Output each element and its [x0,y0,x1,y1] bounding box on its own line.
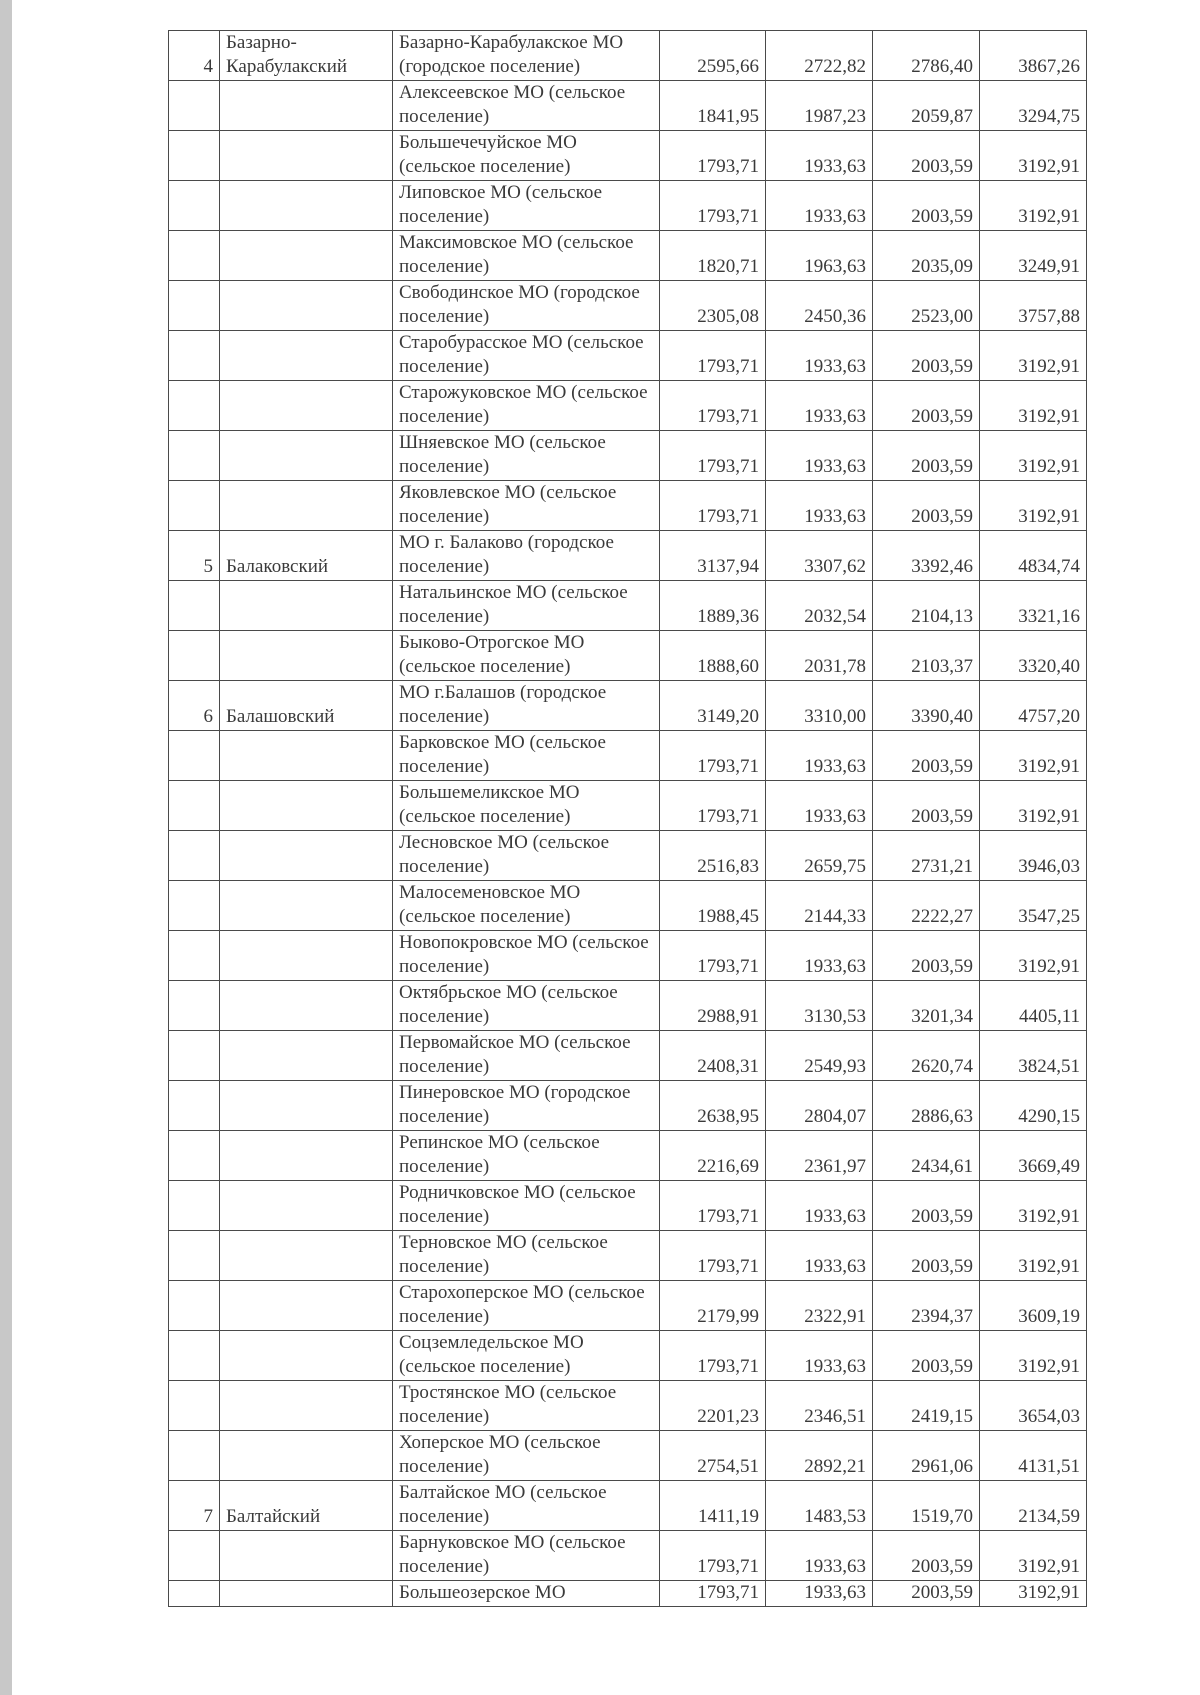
value-cell-4: 3294,75 [980,81,1087,131]
value-cell-4: 3669,49 [980,1131,1087,1181]
row-number-cell [169,781,220,831]
value-cell-1: 1793,71 [660,431,766,481]
settlement-cell: Первомайское МО (сельское поселение) [393,1031,660,1081]
value-cell-2: 1933,63 [766,781,873,831]
value-cell-3: 2961,06 [873,1431,980,1481]
value-cell-1: 2638,95 [660,1081,766,1131]
value-cell-4: 4290,15 [980,1081,1087,1131]
value-cell-4: 3192,91 [980,931,1087,981]
value-cell-2: 3310,00 [766,681,873,731]
value-cell-3: 2003,59 [873,1231,980,1281]
row-number-cell [169,631,220,681]
value-cell-2: 1933,63 [766,431,873,481]
row-number-cell [169,581,220,631]
settlement-cell: Соцземледельское МО (сельское поселение) [393,1331,660,1381]
row-number-cell [169,1181,220,1231]
value-cell-4: 4834,74 [980,531,1087,581]
district-cell [220,1031,393,1081]
district-cell [220,981,393,1031]
value-cell-2: 2322,91 [766,1281,873,1331]
settlement-cell: Липовское МО (сельское поселение) [393,181,660,231]
value-cell-4: 4131,51 [980,1431,1087,1481]
settlement-cell: Быково-Отрогское МО (сельское поселение) [393,631,660,681]
district-cell [220,331,393,381]
settlement-cell: МО г.Балашов (городское поселение) [393,681,660,731]
district-cell [220,931,393,981]
row-number-cell [169,181,220,231]
settlement-cell: Тростянское МО (сельское поселение) [393,1381,660,1431]
table-row [169,581,1087,631]
value-cell-1: 1793,71 [660,1581,766,1607]
row-number-cell [169,381,220,431]
value-cell-2: 2549,93 [766,1031,873,1081]
value-cell-1: 2179,99 [660,1281,766,1331]
settlement-cell: Родничковское МО (сельское поселение) [393,1181,660,1231]
value-cell-1: 1820,71 [660,231,766,281]
value-cell-2: 2804,07 [766,1081,873,1131]
table-row [169,1281,1087,1331]
value-cell-3: 2103,37 [873,631,980,681]
district-cell [220,1231,393,1281]
table-row [169,1581,1087,1607]
row-number-cell [169,331,220,381]
value-cell-3: 3390,40 [873,681,980,731]
value-cell-3: 2003,59 [873,481,980,531]
district-cell [220,231,393,281]
table-body [169,31,1087,1607]
settlement-cell: Большеозерское МО [393,1581,660,1607]
settlement-cell: МО г. Балаково (городское поселение) [393,531,660,581]
table-row [169,1131,1087,1181]
value-cell-2: 2361,97 [766,1131,873,1181]
table-row [169,731,1087,781]
row-number-cell [169,481,220,531]
table-row [169,381,1087,431]
row-number-cell [169,1381,220,1431]
value-cell-4: 3192,91 [980,131,1087,181]
value-cell-1: 1793,71 [660,181,766,231]
value-cell-2: 1933,63 [766,331,873,381]
settlement-cell: Яковлевское МО (сельское поселение) [393,481,660,531]
district-cell [220,781,393,831]
page-edge [0,0,12,1695]
value-cell-1: 2305,08 [660,281,766,331]
table-row [169,931,1087,981]
tariff-table [168,30,1087,1607]
row-number-cell [169,1131,220,1181]
value-cell-4: 3547,25 [980,881,1087,931]
row-number-cell [169,981,220,1031]
value-cell-3: 2003,59 [873,331,980,381]
value-cell-4: 3192,91 [980,331,1087,381]
value-cell-4: 4405,11 [980,981,1087,1031]
value-cell-3: 2434,61 [873,1131,980,1181]
settlement-cell: Максимовское МО (сельское поселение) [393,231,660,281]
district-cell [220,1531,393,1581]
settlement-cell: Натальинское МО (сельское поселение) [393,581,660,631]
settlement-cell: Базарно-Карабулакское МО (городское поселение) [393,31,660,81]
value-cell-3: 2886,63 [873,1081,980,1131]
value-cell-4: 3192,91 [980,1181,1087,1231]
table-row [169,231,1087,281]
value-cell-4: 3867,26 [980,31,1087,81]
district-cell [220,481,393,531]
district-cell [220,1581,393,1607]
value-cell-3: 2003,59 [873,1531,980,1581]
value-cell-1: 1793,71 [660,731,766,781]
row-number-cell [169,731,220,781]
value-cell-2: 2031,78 [766,631,873,681]
table-row [169,1231,1087,1281]
value-cell-1: 1793,71 [660,1231,766,1281]
row-number-cell [169,81,220,131]
value-cell-2: 1933,63 [766,481,873,531]
district-cell [220,831,393,881]
table-row [169,1181,1087,1231]
district-cell [220,631,393,681]
row-number-cell [169,1531,220,1581]
row-number-cell [169,231,220,281]
table-row [169,281,1087,331]
value-cell-4: 3192,91 [980,1231,1087,1281]
value-cell-1: 1988,45 [660,881,766,931]
row-number-cell: 7 [169,1481,220,1531]
row-number-cell: 6 [169,681,220,731]
value-cell-1: 3149,20 [660,681,766,731]
value-cell-1: 2754,51 [660,1431,766,1481]
row-number-cell [169,1231,220,1281]
value-cell-4: 3192,91 [980,1331,1087,1381]
value-cell-1: 2408,31 [660,1031,766,1081]
value-cell-1: 1411,19 [660,1481,766,1531]
district-cell [220,1181,393,1231]
table-row [169,81,1087,131]
value-cell-1: 1793,71 [660,1531,766,1581]
value-cell-4: 3320,40 [980,631,1087,681]
value-cell-2: 1933,63 [766,381,873,431]
settlement-cell: Лесновское МО (сельское поселение) [393,831,660,881]
value-cell-2: 2892,21 [766,1431,873,1481]
value-cell-3: 2003,59 [873,731,980,781]
value-cell-4: 3192,91 [980,1531,1087,1581]
row-number-cell: 5 [169,531,220,581]
settlement-cell: Свободинское МО (городское поселение) [393,281,660,331]
table-row [169,431,1087,481]
value-cell-2: 1483,53 [766,1481,873,1531]
settlement-cell: Большемеликское МО (сельское поселение) [393,781,660,831]
table-row [169,1431,1087,1481]
district-cell: Балашовский [220,681,393,731]
district-cell [220,1331,393,1381]
value-cell-2: 1933,63 [766,1581,873,1607]
value-cell-1: 1793,71 [660,1331,766,1381]
table-row [169,31,1087,81]
value-cell-4: 4757,20 [980,681,1087,731]
value-cell-2: 1933,63 [766,1231,873,1281]
row-number-cell [169,1581,220,1607]
value-cell-4: 3192,91 [980,381,1087,431]
value-cell-1: 1889,36 [660,581,766,631]
value-cell-2: 1963,63 [766,231,873,281]
district-cell [220,731,393,781]
district-cell [220,1381,393,1431]
value-cell-1: 2516,83 [660,831,766,881]
settlement-cell: Старожуковское МО (сельское поселение) [393,381,660,431]
value-cell-2: 1933,63 [766,1181,873,1231]
value-cell-3: 2003,59 [873,1581,980,1607]
table-row [169,331,1087,381]
district-cell [220,431,393,481]
value-cell-3: 2035,09 [873,231,980,281]
value-cell-1: 2216,69 [660,1131,766,1181]
row-number-cell [169,1031,220,1081]
value-cell-4: 3757,88 [980,281,1087,331]
table-row [169,131,1087,181]
table-row [169,1481,1087,1531]
table-row [169,531,1087,581]
value-cell-2: 3307,62 [766,531,873,581]
settlement-cell: Новопокровское МО (сельское поселение) [393,931,660,981]
value-cell-2: 2450,36 [766,281,873,331]
value-cell-3: 2419,15 [873,1381,980,1431]
row-number-cell [169,1431,220,1481]
district-cell [220,581,393,631]
value-cell-1: 1793,71 [660,781,766,831]
table-row [169,181,1087,231]
district-cell: Балтайский [220,1481,393,1531]
table-row [169,681,1087,731]
row-number-cell: 4 [169,31,220,81]
settlement-cell: Барнуковское МО (сельское поселение) [393,1531,660,1581]
value-cell-3: 2003,59 [873,181,980,231]
value-cell-3: 2059,87 [873,81,980,131]
value-cell-3: 2222,27 [873,881,980,931]
value-cell-2: 2659,75 [766,831,873,881]
value-cell-4: 3946,03 [980,831,1087,881]
value-cell-3: 2394,37 [873,1281,980,1331]
settlement-cell: Октябрьское МО (сельское поселение) [393,981,660,1031]
value-cell-1: 1888,60 [660,631,766,681]
value-cell-3: 2731,21 [873,831,980,881]
value-cell-2: 1987,23 [766,81,873,131]
district-cell [220,1131,393,1181]
row-number-cell [169,431,220,481]
value-cell-1: 1793,71 [660,931,766,981]
table-row [169,881,1087,931]
row-number-cell [169,831,220,881]
value-cell-2: 3130,53 [766,981,873,1031]
table-row [169,1031,1087,1081]
table-row [169,831,1087,881]
district-cell [220,281,393,331]
table-row [169,1381,1087,1431]
settlement-cell: Старохоперское МО (сельское поселение) [393,1281,660,1331]
value-cell-4: 3192,91 [980,481,1087,531]
value-cell-3: 2003,59 [873,131,980,181]
value-cell-2: 1933,63 [766,131,873,181]
settlement-cell: Малосеменовское МО (сельское поселение) [393,881,660,931]
value-cell-2: 1933,63 [766,1531,873,1581]
value-cell-2: 2346,51 [766,1381,873,1431]
table-row [169,481,1087,531]
value-cell-4: 3192,91 [980,781,1087,831]
value-cell-2: 1933,63 [766,931,873,981]
value-cell-1: 2201,23 [660,1381,766,1431]
value-cell-1: 2988,91 [660,981,766,1031]
value-cell-3: 2003,59 [873,381,980,431]
settlement-cell: Большечечуйское МО (сельское поселение) [393,131,660,181]
value-cell-3: 3392,46 [873,531,980,581]
row-number-cell [169,881,220,931]
value-cell-3: 2003,59 [873,1181,980,1231]
value-cell-3: 2523,00 [873,281,980,331]
value-cell-2: 2032,54 [766,581,873,631]
value-cell-3: 2104,13 [873,581,980,631]
value-cell-1: 1793,71 [660,481,766,531]
table-row [169,781,1087,831]
table-row [169,1531,1087,1581]
district-cell [220,881,393,931]
value-cell-3: 3201,34 [873,981,980,1031]
value-cell-3: 2003,59 [873,781,980,831]
value-cell-3: 2620,74 [873,1031,980,1081]
district-cell [220,131,393,181]
value-cell-4: 3824,51 [980,1031,1087,1081]
settlement-cell: Хоперское МО (сельское поселение) [393,1431,660,1481]
value-cell-4: 3192,91 [980,181,1087,231]
settlement-cell: Пинеровское МО (городское поселение) [393,1081,660,1131]
value-cell-1: 1793,71 [660,131,766,181]
value-cell-4: 2134,59 [980,1481,1087,1531]
value-cell-2: 1933,63 [766,1331,873,1381]
value-cell-4: 3192,91 [980,731,1087,781]
value-cell-4: 3192,91 [980,431,1087,481]
value-cell-3: 2003,59 [873,931,980,981]
settlement-cell: Шняевское МО (сельское поселение) [393,431,660,481]
value-cell-1: 1793,71 [660,331,766,381]
table-row [169,631,1087,681]
value-cell-3: 2003,59 [873,431,980,481]
row-number-cell [169,131,220,181]
district-cell [220,1081,393,1131]
value-cell-2: 2144,33 [766,881,873,931]
table-row [169,1081,1087,1131]
value-cell-4: 3609,19 [980,1281,1087,1331]
settlement-cell: Барковское МО (сельское поселение) [393,731,660,781]
value-cell-1: 1793,71 [660,381,766,431]
value-cell-2: 1933,63 [766,181,873,231]
district-cell [220,1281,393,1331]
row-number-cell [169,1331,220,1381]
settlement-cell: Старобурасское МО (сельское поселение) [393,331,660,381]
value-cell-1: 2595,66 [660,31,766,81]
value-cell-2: 1933,63 [766,731,873,781]
value-cell-1: 3137,94 [660,531,766,581]
table-row [169,1331,1087,1381]
district-cell [220,381,393,431]
value-cell-4: 3654,03 [980,1381,1087,1431]
settlement-cell: Репинское МО (сельское поселение) [393,1131,660,1181]
district-cell [220,81,393,131]
district-cell [220,1431,393,1481]
district-cell: Базарно- Карабулакский [220,31,393,81]
value-cell-1: 1841,95 [660,81,766,131]
value-cell-4: 3192,91 [980,1581,1087,1607]
row-number-cell [169,1081,220,1131]
settlement-cell: Алексеевское МО (сельское поселение) [393,81,660,131]
value-cell-3: 2003,59 [873,1331,980,1381]
district-cell [220,181,393,231]
value-cell-3: 1519,70 [873,1481,980,1531]
value-cell-1: 1793,71 [660,1181,766,1231]
value-cell-4: 3321,16 [980,581,1087,631]
settlement-cell: Терновское МО (сельское поселение) [393,1231,660,1281]
row-number-cell [169,1281,220,1331]
row-number-cell [169,931,220,981]
table-row [169,981,1087,1031]
district-cell: Балаковский [220,531,393,581]
settlement-cell: Балтайское МО (сельское поселение) [393,1481,660,1531]
value-cell-2: 2722,82 [766,31,873,81]
value-cell-4: 3249,91 [980,231,1087,281]
value-cell-3: 2786,40 [873,31,980,81]
row-number-cell [169,281,220,331]
